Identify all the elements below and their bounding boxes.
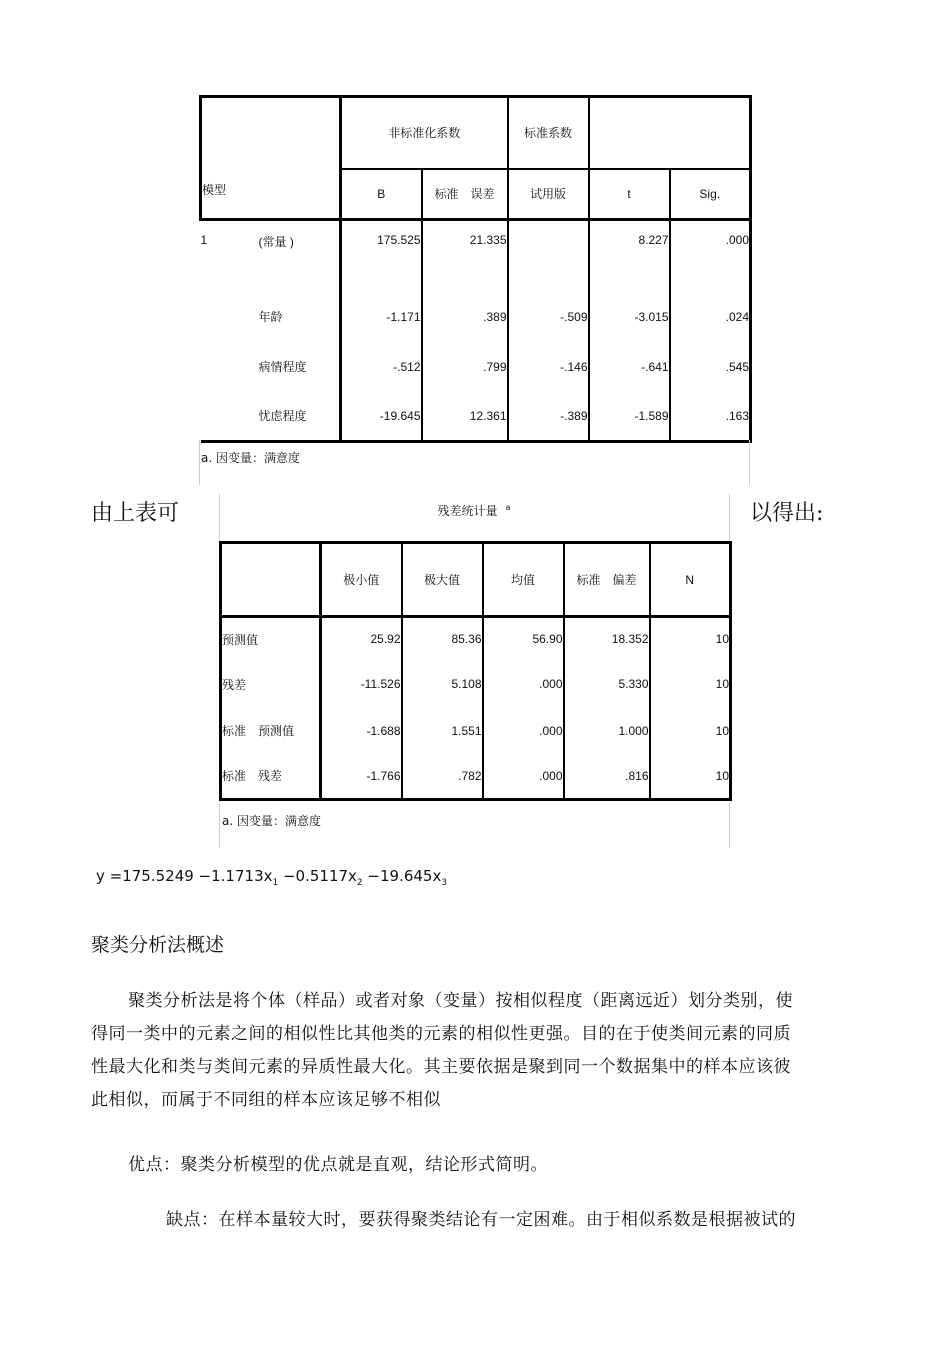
cell-sd: 1.000 (564, 708, 650, 754)
divider (729, 494, 730, 541)
cell-se: 12.361 (422, 392, 508, 442)
formula-subscript: 1 (272, 878, 279, 888)
cell-mean: .000 (483, 708, 564, 754)
side-text-right: 以得出: (750, 501, 824, 526)
col-n: N (650, 543, 731, 617)
cell-beta: -.389 (508, 392, 589, 442)
cell-mean: 56.90 (483, 617, 564, 661)
cell-sig: .000 (670, 220, 751, 292)
disadvantage-text: 缺点：在样本量较大时，要获得聚类结论有一定困难。由于相似系数是根据被试的 (166, 1210, 796, 1230)
section-title: 聚类分析法概述 (91, 934, 225, 956)
cell-beta (508, 220, 589, 292)
cell-n: 10 (650, 708, 731, 754)
formula-term: −19.645x (362, 867, 442, 885)
paragraph-line: 性最大化和类与类间元素的异质性最大化。其主要依据是聚到同一个数据集中的样本应该彼 (91, 1057, 791, 1077)
row-label: 标准 残差 (221, 754, 321, 800)
col-sd: 标准 偏差 (564, 543, 650, 617)
residual-stats-table (219, 541, 732, 801)
cell-max: 85.36 (402, 617, 483, 661)
row-label: 预测值 (221, 617, 321, 661)
col-sig: Sig. (670, 169, 751, 220)
side-text-left: 由上表可 (91, 501, 180, 526)
col-std-error: 标准 误差 (422, 169, 508, 220)
row-label: 年龄 (259, 292, 341, 342)
col-mean: 均值 (483, 543, 564, 617)
advantage-text: 优点：聚类分析模型的优点就是直观，结论形式简明。 (128, 1155, 548, 1175)
table-row (201, 292, 751, 342)
cell-se: 21.335 (469, 233, 507, 247)
table-row (221, 708, 731, 754)
col-t: t (589, 169, 670, 220)
paragraph-line: 得同一类中的元素之间的相似性比其他类的元素的相似性更强。目的在于使类间元素的同质 (91, 1024, 791, 1044)
divider (729, 804, 730, 848)
cell-t: -1.589 (589, 392, 670, 442)
table-row (201, 342, 751, 392)
divider (749, 440, 750, 485)
cell-sig: .545 (670, 342, 751, 392)
col-min: 极小值 (321, 543, 402, 617)
cell-n: 10 (650, 661, 731, 708)
formula-subscript: 2 (356, 878, 363, 888)
resid-footnote: a. 因变量：满意度 (222, 814, 321, 828)
header-model: 模型 (202, 183, 227, 197)
cell-mean: .000 (483, 661, 564, 708)
cell-sd: 5.330 (564, 661, 650, 708)
cell-max: 5.108 (402, 661, 483, 708)
cell-max: 1.551 (402, 708, 483, 754)
coefficients-table (199, 95, 752, 443)
row-label: 病情程度 (259, 342, 341, 392)
row-label: 残差 (221, 661, 321, 708)
table-row (221, 754, 731, 800)
cell-sd: 18.352 (564, 617, 650, 661)
regression-formula (96, 867, 447, 888)
table-row (221, 661, 731, 708)
cell-min: 25.92 (321, 617, 402, 661)
cell-B: 175.525 (341, 220, 422, 292)
cell-min: -1.688 (321, 708, 402, 754)
cell-t: -.641 (589, 342, 670, 392)
formula-subscript: 3 (441, 878, 448, 888)
cell-sig: .163 (670, 392, 751, 442)
row-label: 标准 预测值 (221, 708, 321, 754)
divider (219, 804, 220, 848)
row-label: (常量 ) (259, 220, 341, 292)
col-beta: 试用版 (508, 169, 589, 220)
cell-B: -.512 (341, 342, 422, 392)
cell-n: 10 (650, 754, 731, 800)
resid-title-wrap (219, 502, 729, 519)
table-row (221, 617, 731, 661)
cell-sd: .816 (564, 754, 650, 800)
col-B: B (341, 169, 422, 220)
cell-sig: .024 (670, 292, 751, 342)
paragraph (91, 985, 831, 1117)
cell-min: -1.766 (321, 754, 402, 800)
resid-title-sup: a (505, 503, 511, 512)
cell-beta: -.146 (508, 342, 589, 392)
col-max: 极大值 (402, 543, 483, 617)
cell-beta: -.509 (508, 292, 589, 342)
coef-footnote: a. 因变量：满意度 (201, 451, 300, 465)
cell-B: -1.171 (341, 292, 422, 342)
cell-min: -11.526 (321, 661, 402, 708)
cell-mean: .000 (483, 754, 564, 800)
cell-t: -3.015 (589, 292, 670, 342)
paragraph-line: 聚类分析法是将个体（样品）或者对象（变量）按相似程度（距离远近）划分类别，使 (128, 991, 793, 1011)
cell-B: -19.645 (341, 392, 422, 442)
resid-title: 残差统计量 (437, 504, 498, 518)
table-row (201, 392, 751, 442)
cell-se: .389 (483, 309, 507, 324)
cell-n: 10 (650, 617, 731, 661)
model-number: 1 (200, 233, 208, 247)
cell-t: 8.227 (589, 220, 670, 292)
formula-term: −0.5117x (278, 867, 357, 885)
header-standardized: 标准系数 (508, 97, 589, 169)
paragraph-line: 此相似，而属于不同组的样本应该足够不相似 (91, 1090, 441, 1110)
formula-term: y =175.5249 −1.1713x (96, 867, 273, 885)
cell-max: .782 (402, 754, 483, 800)
divider (199, 440, 200, 485)
cell-se: .799 (483, 359, 507, 374)
row-label: 忧虑程度 (259, 392, 341, 442)
table-row (201, 220, 751, 292)
header-unstandardized: 非标准化系数 (341, 97, 508, 169)
